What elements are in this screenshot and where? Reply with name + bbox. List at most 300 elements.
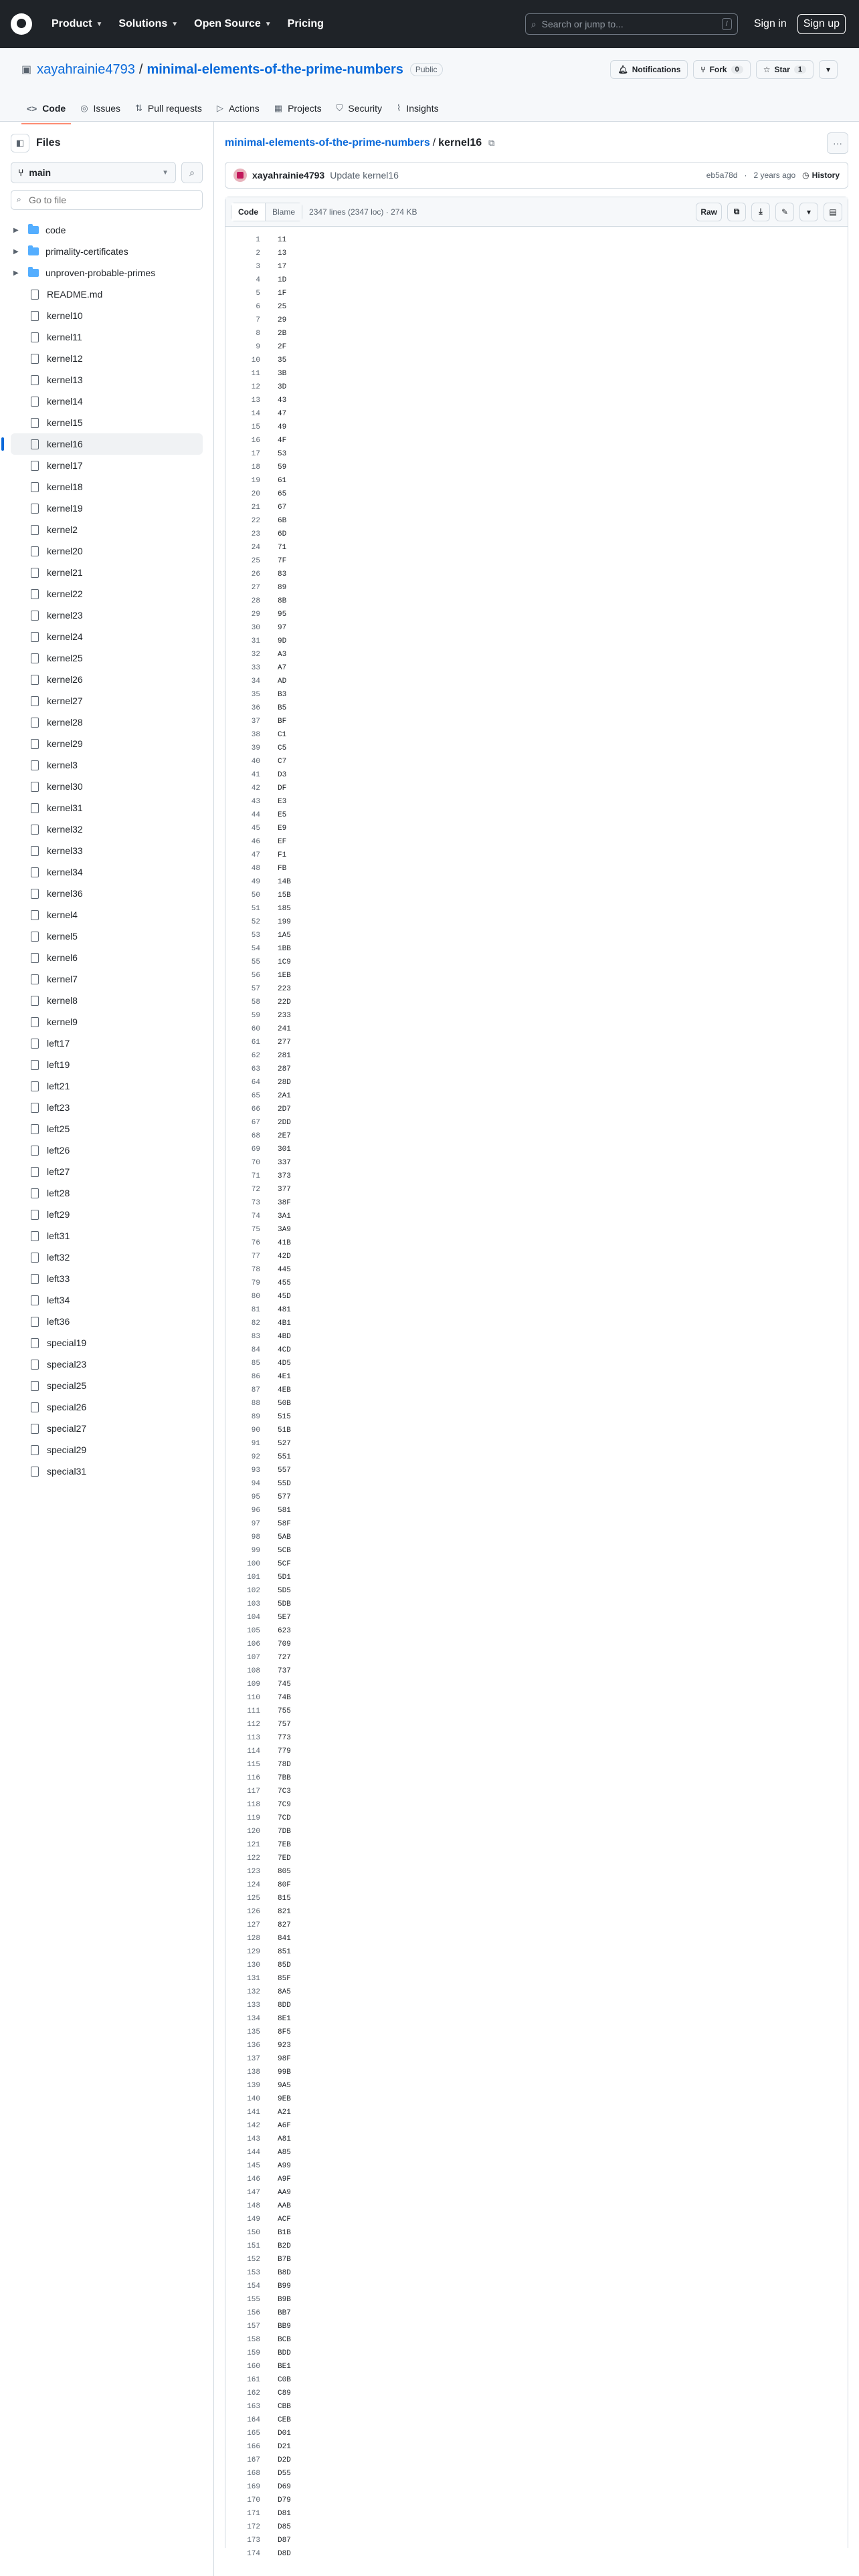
tree-file[interactable] — [11, 455, 203, 476]
line-number[interactable]: 97 — [251, 1520, 260, 1528]
line-number[interactable]: 53 — [251, 932, 260, 940]
line-number[interactable]: 55 — [251, 958, 260, 966]
line-number[interactable]: 58 — [251, 998, 260, 1006]
line-number[interactable]: 29 — [251, 611, 260, 619]
line-number[interactable]: 154 — [247, 2282, 260, 2290]
tree-file[interactable] — [11, 369, 203, 391]
line-number[interactable]: 93 — [251, 1467, 260, 1475]
line-number[interactable]: 42 — [251, 784, 260, 792]
tree-file[interactable] — [11, 498, 203, 519]
line-number[interactable]: 131 — [247, 1975, 260, 1983]
tree-file[interactable] — [11, 733, 203, 754]
line-number[interactable]: 34 — [251, 677, 260, 685]
line-number[interactable]: 15 — [251, 423, 260, 431]
sign-in-link[interactable]: Sign in — [753, 18, 787, 29]
tree-file[interactable] — [11, 1054, 203, 1075]
line-number[interactable]: 85 — [251, 1360, 260, 1368]
tree-file[interactable] — [11, 1289, 203, 1311]
line-number[interactable]: 150 — [247, 2229, 260, 2237]
tree-file[interactable] — [11, 947, 203, 968]
line-number[interactable]: 60 — [251, 1025, 260, 1033]
tree-file[interactable] — [11, 1140, 203, 1161]
commit-author-link[interactable]: xayahrainie4793 — [252, 170, 325, 181]
line-number[interactable]: 12 — [251, 383, 260, 391]
line-number[interactable]: 84 — [251, 1346, 260, 1354]
tree-file[interactable] — [11, 1461, 203, 1482]
code-line — [225, 1731, 848, 1745]
tree-item-label: kernel22 — [47, 588, 83, 599]
line-number[interactable]: 25 — [251, 557, 260, 565]
line-number[interactable]: 11 — [251, 370, 260, 378]
line-number[interactable]: 32 — [251, 651, 260, 659]
file-icon — [31, 696, 39, 706]
tree-file[interactable] — [11, 540, 203, 562]
file-icon — [31, 675, 39, 685]
line-number[interactable]: 47 — [251, 851, 260, 859]
line-number[interactable]: 129 — [247, 1948, 260, 1956]
tree-file[interactable] — [11, 284, 203, 305]
line-number[interactable]: 3 — [256, 263, 260, 271]
tree-file[interactable] — [11, 1375, 203, 1396]
line-number[interactable]: 120 — [247, 1828, 260, 1836]
tree-file[interactable] — [11, 990, 203, 1011]
line-number[interactable]: 104 — [247, 1614, 260, 1622]
line-number[interactable]: 4 — [256, 276, 260, 284]
line-number[interactable]: 67 — [251, 1119, 260, 1127]
line-number[interactable]: 31 — [251, 637, 260, 645]
line-number[interactable]: 78 — [251, 1266, 260, 1274]
code-view-button[interactable]: Code — [231, 203, 266, 221]
tree-file[interactable] — [11, 1011, 203, 1033]
tree-file[interactable] — [11, 840, 203, 861]
line-number[interactable]: 68 — [251, 1132, 260, 1140]
line-number[interactable]: 152 — [247, 2256, 260, 2264]
line-number[interactable]: 128 — [247, 1935, 260, 1943]
chevron-right-icon[interactable]: ▶ — [13, 226, 19, 234]
commit-message-link[interactable]: Update kernel16 — [330, 170, 399, 181]
line-number[interactable]: 139 — [247, 2082, 260, 2090]
code-line — [225, 2347, 848, 2360]
line-number[interactable]: 102 — [247, 1587, 260, 1595]
tree-file[interactable] — [11, 476, 203, 498]
search-files-button[interactable] — [181, 162, 203, 183]
line-number[interactable]: 167 — [247, 2456, 260, 2464]
line-number[interactable]: 21 — [251, 504, 260, 512]
line-number[interactable]: 9 — [256, 343, 260, 351]
tree-file[interactable] — [11, 605, 203, 626]
line-number[interactable]: 13 — [251, 397, 260, 405]
go-to-file-input[interactable] — [11, 190, 203, 210]
line-number[interactable]: 142 — [247, 2122, 260, 2130]
line-number[interactable]: 8 — [256, 330, 260, 338]
line-number[interactable]: 72 — [251, 1186, 260, 1194]
line-number[interactable]: 121 — [247, 1841, 260, 1849]
line-number[interactable]: 116 — [247, 1774, 260, 1782]
line-number[interactable]: 158 — [247, 2336, 260, 2344]
line-number[interactable]: 174 — [247, 2550, 260, 2558]
tab-insights[interactable]: ⌇ Insights — [396, 103, 439, 114]
line-number[interactable]: 133 — [247, 2002, 260, 2010]
fork-button[interactable]: ⑂ Fork 0 — [693, 60, 750, 79]
line-number[interactable]: 136 — [247, 2042, 260, 2050]
tree-file[interactable] — [11, 412, 203, 433]
breadcrumb-separator: / — [432, 137, 436, 148]
file-icon — [31, 611, 39, 621]
line-number[interactable]: 71 — [251, 1172, 260, 1180]
tree-folder[interactable] — [11, 219, 203, 241]
line-number[interactable]: 113 — [247, 1734, 260, 1742]
line-number[interactable]: 145 — [247, 2162, 260, 2170]
line-number[interactable]: 17 — [251, 450, 260, 458]
tree-file[interactable] — [11, 926, 203, 947]
line-number[interactable]: 114 — [247, 1747, 260, 1755]
line-content: AA9 — [278, 2189, 291, 2197]
line-number[interactable]: 126 — [247, 1908, 260, 1916]
tree-file[interactable] — [11, 583, 203, 605]
tree-file[interactable] — [11, 1247, 203, 1268]
tree-file[interactable] — [11, 883, 203, 904]
line-number[interactable]: 169 — [247, 2483, 260, 2491]
repo-name-link[interactable]: minimal-elements-of-the-prime-numbers — [147, 62, 403, 77]
tree-file[interactable] — [11, 1225, 203, 1247]
line-number[interactable]: 45 — [251, 825, 260, 833]
line-number[interactable]: 39 — [251, 744, 260, 752]
line-number[interactable]: 135 — [247, 2028, 260, 2036]
line-number[interactable]: 105 — [247, 1627, 260, 1635]
code-line — [225, 849, 848, 862]
line-number[interactable]: 44 — [251, 811, 260, 819]
line-number[interactable]: 6 — [256, 303, 260, 311]
tree-file[interactable] — [11, 968, 203, 990]
code-line — [225, 688, 848, 702]
tree-file[interactable] — [11, 1354, 203, 1375]
nav-solutions[interactable]: Solutions ▼ — [118, 18, 179, 29]
line-number[interactable]: 28 — [251, 597, 260, 605]
line-number[interactable]: 49 — [251, 878, 260, 886]
line-content: B7B — [278, 2256, 291, 2264]
line-number[interactable]: 108 — [247, 1667, 260, 1675]
line-number[interactable]: 137 — [247, 2055, 260, 2063]
line-number[interactable]: 146 — [247, 2175, 260, 2183]
line-number[interactable]: 91 — [251, 1440, 260, 1448]
line-number[interactable]: 160 — [247, 2363, 260, 2371]
line-number[interactable]: 30 — [251, 624, 260, 632]
nav-product[interactable]: Product ▼ — [52, 18, 103, 29]
line-number[interactable]: 100 — [247, 1560, 260, 1568]
line-number[interactable]: 109 — [247, 1681, 260, 1689]
line-number[interactable]: 66 — [251, 1105, 260, 1113]
repo-owner-link[interactable]: xayahrainie4793 — [37, 62, 135, 77]
tree-file[interactable] — [11, 819, 203, 840]
line-number[interactable]: 92 — [251, 1453, 260, 1461]
line-content: B3 — [278, 691, 287, 699]
tree-file[interactable] — [11, 690, 203, 712]
sign-up-button[interactable]: Sign up — [797, 14, 846, 34]
line-number[interactable]: 1 — [256, 236, 260, 244]
tree-file[interactable] — [11, 647, 203, 669]
line-number[interactable]: 16 — [251, 437, 260, 445]
line-number[interactable]: 171 — [247, 2510, 260, 2518]
tab-pull-requests[interactable]: ⇅ Pull requests — [135, 103, 202, 114]
notifications-button[interactable]: 🔔︎ Notifications — [610, 60, 688, 79]
line-number[interactable]: 83 — [251, 1333, 260, 1341]
line-number[interactable]: 127 — [247, 1921, 260, 1929]
line-number[interactable]: 94 — [251, 1480, 260, 1488]
line-number[interactable]: 132 — [247, 1988, 260, 1996]
line-number[interactable]: 88 — [251, 1400, 260, 1408]
line-number[interactable]: 125 — [247, 1895, 260, 1903]
star-dropdown-button[interactable] — [819, 60, 838, 79]
line-number[interactable]: 168 — [247, 2470, 260, 2478]
nav-open-source[interactable]: Open Source ▼ — [194, 18, 272, 29]
line-number[interactable]: 119 — [247, 1814, 260, 1822]
line-number[interactable]: 155 — [247, 2296, 260, 2304]
tree-file[interactable] — [11, 797, 203, 819]
line-number[interactable]: 111 — [247, 1707, 260, 1715]
tree-file[interactable] — [11, 1332, 203, 1354]
more-options-button[interactable] — [827, 132, 848, 154]
symbols-panel-button[interactable] — [824, 203, 842, 221]
line-number[interactable]: 54 — [251, 945, 260, 953]
line-number[interactable]: 140 — [247, 2095, 260, 2103]
line-number[interactable]: 36 — [251, 704, 260, 712]
tree-file[interactable] — [11, 669, 203, 690]
line-number[interactable]: 162 — [247, 2389, 260, 2397]
line-content: 551 — [278, 1453, 291, 1461]
line-number[interactable]: 153 — [247, 2269, 260, 2277]
line-number[interactable]: 75 — [251, 1226, 260, 1234]
tab-projects[interactable]: ▦ Projects — [274, 103, 322, 114]
tree-file[interactable] — [11, 712, 203, 733]
line-number[interactable]: 99 — [251, 1547, 260, 1555]
code-line — [225, 233, 848, 247]
line-number[interactable]: 130 — [247, 1961, 260, 1969]
line-number[interactable]: 141 — [247, 2109, 260, 2117]
code-line — [225, 514, 848, 528]
line-number[interactable]: 61 — [251, 1039, 260, 1047]
collapse-sidebar-button[interactable] — [11, 134, 29, 152]
line-number[interactable]: 165 — [247, 2430, 260, 2438]
line-number[interactable]: 65 — [251, 1092, 260, 1100]
tab-issues[interactable]: ◎ Issues — [80, 103, 120, 114]
line-number[interactable]: 63 — [251, 1065, 260, 1073]
line-number[interactable]: 156 — [247, 2309, 260, 2317]
line-number[interactable]: 41 — [251, 771, 260, 779]
line-number[interactable]: 95 — [251, 1493, 260, 1501]
line-number[interactable]: 143 — [247, 2135, 260, 2143]
line-number[interactable]: 103 — [247, 1600, 260, 1608]
line-content: 7BB — [278, 1774, 291, 1782]
tree-file[interactable] — [11, 1396, 203, 1418]
tree-file[interactable] — [11, 1097, 203, 1118]
line-number[interactable]: 37 — [251, 718, 260, 726]
line-number[interactable]: 112 — [247, 1721, 260, 1729]
blame-view-button[interactable]: Blame — [266, 203, 302, 221]
tree-file[interactable] — [11, 305, 203, 326]
branch-selector[interactable]: ⑂ main ▼ — [11, 162, 176, 183]
line-number[interactable]: 52 — [251, 918, 260, 926]
tree-file[interactable] — [11, 1075, 203, 1097]
line-number[interactable]: 144 — [247, 2149, 260, 2157]
tree-file[interactable] — [11, 1161, 203, 1182]
line-number[interactable]: 107 — [247, 1654, 260, 1662]
code-line — [225, 1277, 848, 1290]
line-number[interactable]: 26 — [251, 570, 260, 578]
line-number[interactable]: 96 — [251, 1507, 260, 1515]
line-number[interactable]: 106 — [247, 1640, 260, 1648]
line-content: 709 — [278, 1640, 291, 1648]
line-number[interactable]: 59 — [251, 1012, 260, 1020]
chevron-right-icon[interactable]: ▶ — [13, 269, 19, 277]
copy-raw-button[interactable] — [727, 203, 746, 221]
line-number[interactable]: 172 — [247, 2523, 260, 2531]
line-number[interactable]: 73 — [251, 1199, 260, 1207]
line-number[interactable]: 159 — [247, 2349, 260, 2357]
tree-file[interactable] — [11, 391, 203, 412]
line-number[interactable]: 148 — [247, 2202, 260, 2210]
tree-file[interactable] — [11, 1268, 203, 1289]
line-number[interactable]: 173 — [247, 2537, 260, 2545]
edit-dropdown-button[interactable] — [799, 203, 818, 221]
github-logo-icon[interactable] — [11, 13, 32, 35]
line-number[interactable]: 5 — [256, 290, 260, 298]
line-number[interactable]: 170 — [247, 2496, 260, 2504]
line-number[interactable]: 79 — [251, 1279, 260, 1287]
line-number[interactable]: 18 — [251, 463, 260, 471]
tree-file[interactable] — [11, 776, 203, 797]
line-number[interactable]: 69 — [251, 1146, 260, 1154]
tab-code[interactable]: <> Code — [21, 98, 71, 124]
line-number[interactable]: 24 — [251, 544, 260, 552]
raw-button[interactable]: Raw — [696, 203, 722, 221]
line-content: 4F — [278, 437, 287, 445]
tree-file[interactable] — [11, 1182, 203, 1204]
line-number[interactable]: 124 — [247, 1881, 260, 1889]
line-number[interactable]: 101 — [247, 1574, 260, 1582]
tree-file[interactable] — [11, 1204, 203, 1225]
line-number[interactable]: 157 — [247, 2323, 260, 2331]
tree-file[interactable] — [11, 1311, 203, 1332]
line-number[interactable]: 163 — [247, 2403, 260, 2411]
line-number[interactable]: 122 — [247, 1854, 260, 1862]
tree-folder[interactable] — [11, 241, 203, 262]
line-number[interactable]: 74 — [251, 1212, 260, 1220]
nav-pricing[interactable]: Pricing — [287, 18, 324, 29]
line-number[interactable]: 80 — [251, 1293, 260, 1301]
line-number[interactable]: 43 — [251, 798, 260, 806]
tree-file[interactable] — [11, 433, 203, 455]
copy-path-icon[interactable]: ⧉ — [488, 138, 495, 148]
chevron-right-icon[interactable]: ▶ — [13, 247, 19, 255]
tree-file[interactable] — [11, 861, 203, 883]
line-number[interactable]: 164 — [247, 2416, 260, 2424]
line-number[interactable]: 110 — [247, 1694, 260, 1702]
line-number[interactable]: 35 — [251, 691, 260, 699]
line-number[interactable]: 147 — [247, 2189, 260, 2197]
line-number[interactable]: 82 — [251, 1319, 260, 1327]
tree-file[interactable] — [11, 1033, 203, 1054]
tree-file[interactable] — [11, 519, 203, 540]
line-number[interactable]: 23 — [251, 530, 260, 538]
tree-file[interactable] — [11, 754, 203, 776]
line-number[interactable]: 134 — [247, 2015, 260, 2023]
line-number[interactable]: 46 — [251, 838, 260, 846]
line-number[interactable]: 115 — [247, 1761, 260, 1769]
tree-file[interactable] — [11, 904, 203, 926]
line-number[interactable]: 151 — [247, 2242, 260, 2250]
line-number[interactable]: 7 — [256, 316, 260, 324]
line-number[interactable]: 62 — [251, 1052, 260, 1060]
commit-sha-link[interactable]: eb5a78d — [706, 171, 738, 180]
line-number[interactable]: 33 — [251, 664, 260, 672]
breadcrumb-repo-link[interactable]: minimal-elements-of-the-prime-numbers — [225, 137, 430, 148]
line-number[interactable]: 161 — [247, 2376, 260, 2384]
line-number[interactable]: 149 — [247, 2216, 260, 2224]
line-number[interactable]: 38 — [251, 731, 260, 739]
line-number[interactable]: 64 — [251, 1079, 260, 1087]
line-number[interactable]: 50 — [251, 891, 260, 899]
line-number[interactable]: 20 — [251, 490, 260, 498]
tab-actions[interactable]: ▷ Actions — [216, 103, 260, 114]
line-number[interactable]: 89 — [251, 1413, 260, 1421]
code-line — [225, 501, 848, 514]
line-number[interactable]: 2 — [256, 249, 260, 257]
line-number[interactable]: 40 — [251, 758, 260, 766]
tree-file[interactable] — [11, 562, 203, 583]
tree-file[interactable] — [11, 626, 203, 647]
tree-file[interactable] — [11, 1439, 203, 1461]
tab-security[interactable]: ⛉ Security — [336, 103, 382, 114]
tree-file[interactable] — [11, 326, 203, 348]
line-number[interactable]: 118 — [247, 1801, 260, 1809]
line-number[interactable]: 22 — [251, 517, 260, 525]
tree-folder[interactable] — [11, 262, 203, 284]
tree-file[interactable] — [11, 1418, 203, 1439]
line-number[interactable]: 76 — [251, 1239, 260, 1247]
tree-file[interactable] — [11, 1118, 203, 1140]
line-number[interactable]: 10 — [251, 356, 260, 364]
avatar[interactable] — [233, 169, 247, 182]
line-number[interactable]: 27 — [251, 584, 260, 592]
line-number[interactable]: 56 — [251, 972, 260, 980]
line-number[interactable]: 90 — [251, 1426, 260, 1434]
line-number[interactable]: 87 — [251, 1386, 260, 1394]
global-search-input[interactable]: ⌕ Search or jump to... / — [525, 13, 738, 35]
line-number[interactable]: 98 — [251, 1533, 260, 1541]
line-number[interactable]: 123 — [247, 1868, 260, 1876]
line-number[interactable]: 51 — [251, 905, 260, 913]
line-number[interactable]: 117 — [247, 1788, 260, 1796]
line-number[interactable]: 57 — [251, 985, 260, 993]
line-number[interactable]: 77 — [251, 1253, 260, 1261]
line-number[interactable]: 86 — [251, 1373, 260, 1381]
line-number[interactable]: 138 — [247, 2068, 260, 2076]
line-number[interactable]: 81 — [251, 1306, 260, 1314]
history-button[interactable]: ◷ History — [802, 171, 840, 180]
edit-file-button[interactable] — [775, 203, 794, 221]
code-line — [225, 2280, 848, 2293]
line-number[interactable]: 166 — [247, 2443, 260, 2451]
line-content: C1 — [278, 731, 287, 739]
line-number[interactable]: 48 — [251, 865, 260, 873]
line-number[interactable]: 19 — [251, 477, 260, 485]
download-raw-button[interactable] — [751, 203, 770, 221]
tree-file[interactable] — [11, 348, 203, 369]
star-button[interactable]: ☆ Star 1 — [756, 60, 814, 79]
code-line — [225, 340, 848, 354]
line-number[interactable]: 14 — [251, 410, 260, 418]
line-number[interactable]: 70 — [251, 1159, 260, 1167]
